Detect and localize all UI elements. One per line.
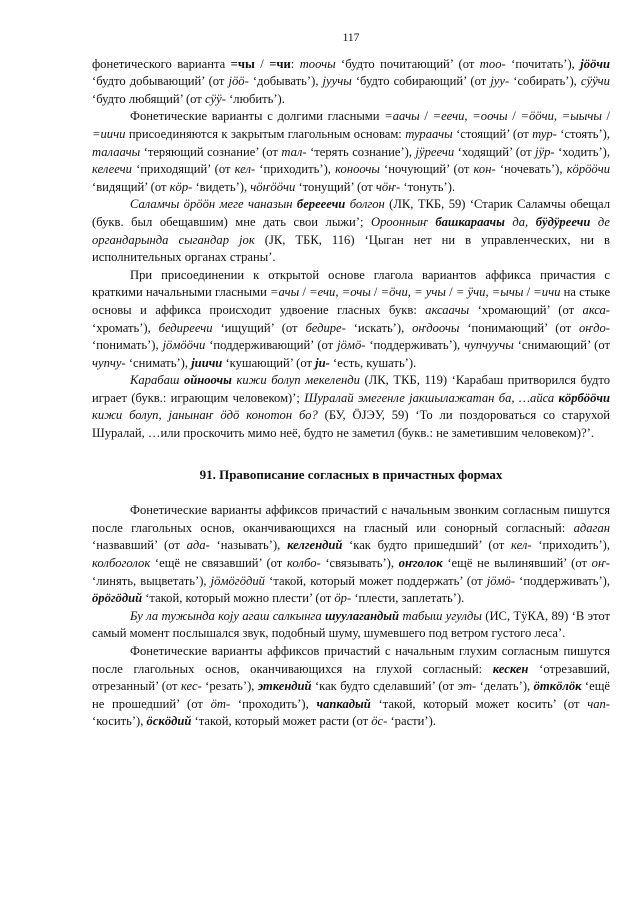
text-run: Фонетические варианты аффиксов причастий с начальным глухим согласным пишутся после глагольных основ, оканчивающихся на глухой согласный: [92, 644, 610, 676]
text-run: ‘ночующий’ (от [379, 162, 474, 177]
emphasized-term: колбо- [286, 556, 321, 571]
emphasized-term: кон- [473, 162, 496, 177]
paragraph [92, 196, 610, 266]
emphasized-term: кöрбööчи [558, 390, 610, 405]
emphasized-term: =иичи [92, 126, 126, 141]
text-run: / [419, 109, 433, 124]
emphasized-term: кел- [234, 162, 256, 177]
emphasized-term: кöр- [169, 179, 193, 194]
text-run: ‘проходить’), [230, 696, 317, 711]
emphasized-term: öткöлöк [533, 679, 582, 694]
emphasized-term: јÿр- [535, 144, 555, 159]
emphasized-term: болгон [345, 197, 385, 212]
emphasized-term: талаачы [92, 144, 141, 159]
text-run: ‘есть, кушать’). [329, 355, 417, 370]
text-run: ‘связывать’), [320, 556, 399, 571]
text-run: ‘кушающий’ (от [222, 355, 316, 370]
emphasized-term: Ороонныҥ [370, 214, 436, 229]
text-run: ‘приходить’), [531, 538, 610, 553]
emphasized-term: колбоголок [92, 556, 151, 571]
emphasized-term: =аачы [384, 109, 420, 124]
text-run: ‘искать’), [345, 320, 413, 335]
section-heading [92, 466, 610, 484]
emphasized-term: тоо- [479, 56, 506, 71]
emphasized-term: Шуралай эмегенле јакшылажатан ба, …айса [304, 390, 559, 405]
text-run: ‘ещё не прошедший’ (от [92, 679, 610, 711]
text-run: ‘расти’). [387, 714, 436, 729]
text-run: ‘почитать’), [505, 56, 581, 71]
text-run: ‘видящий’ (от [92, 179, 170, 194]
emphasized-term: јиичи [191, 355, 223, 370]
text-run: / [507, 109, 521, 124]
emphasized-term: =ычы [491, 285, 524, 300]
text-run: ‘отрезавший, отрезанный’ (от [92, 661, 610, 694]
text-run: ‘ещё не связавший’ (от [150, 556, 287, 571]
text-run: ‘как будто сделавший’ (от [311, 679, 458, 694]
emphasized-term: =öчи [380, 285, 408, 300]
emphasized-term: кел- [511, 538, 532, 553]
emphasized-term: јöмöгöдий [210, 573, 265, 588]
emphasized-term: = учы [414, 285, 446, 300]
text-run: ‘любить’). [225, 91, 285, 106]
text-run: , [407, 285, 415, 300]
text-run: ‘собирать’), [509, 74, 581, 89]
emphasized-term: оҥдо- [578, 320, 610, 335]
emphasized-term: ада- [186, 538, 210, 553]
emphasized-term: öскöдий [146, 714, 192, 729]
emphasized-term: акса- [582, 302, 610, 317]
paragraph [92, 56, 610, 109]
emphasized-term: адаган [573, 520, 610, 535]
text-run: ‘как будто пришедший’ (от [342, 538, 512, 553]
emphasized-term: кес- [180, 679, 202, 694]
emphasized-term: =ечи [309, 285, 336, 300]
emphasized-term: башкараачы [435, 214, 505, 229]
emphasized-term: де органдарында сыгандар јок [92, 214, 610, 247]
emphasized-term: тал- [281, 144, 307, 159]
emphasized-term: кижи болуп мекеленди [231, 373, 360, 388]
emphasized-term: =ачы [270, 285, 300, 300]
text-run: / [523, 285, 534, 300]
text-run: ‘стоящий’ (от [452, 126, 533, 141]
emphasized-term: öс- [371, 714, 388, 729]
text-run: ‘ходящий’ (от [454, 144, 536, 159]
emphasized-term: Карабаш [130, 373, 184, 388]
emphasized-term: аксаачы [425, 302, 470, 317]
page-body [92, 56, 610, 731]
emphasized-term: кескен [492, 661, 529, 676]
emphasized-term: =чи [269, 56, 291, 71]
emphasized-term: табыш угулды [399, 608, 482, 623]
text-run: ‘поддерживать’), [515, 573, 610, 588]
text-run: ‘косить’), [92, 714, 147, 729]
text-run: : [290, 56, 300, 71]
text-run: ‘снимать’), [125, 355, 192, 370]
text-run: ‘хромать’), [92, 320, 159, 335]
text-run: ‘приходящий’ (от [131, 162, 235, 177]
emphasized-term: эт- [457, 679, 477, 694]
emphasized-term: оҥ- [591, 556, 610, 571]
text-run: ‘ходить’), [554, 144, 610, 159]
text-run: , [485, 285, 492, 300]
paragraph [92, 502, 610, 608]
text-run: 91. Правописание согласных в причастных формах [199, 466, 503, 482]
emphasized-term: =очы [341, 285, 371, 300]
text-run: ‘ночевать’), [495, 162, 567, 177]
emphasized-term: =еечи [432, 109, 465, 124]
text-run: , [464, 109, 473, 124]
emphasized-term: Саламчы öрööн меге чаназын [130, 197, 297, 212]
page-number: 117 [342, 32, 360, 44]
emphasized-term: келеечи [92, 162, 132, 177]
emphasized-term: бедиреечи [158, 320, 213, 335]
text-run: Фонетические варианты с долгими гласными [130, 109, 385, 124]
text-run: ‘резать’), [201, 679, 258, 694]
text-run: ‘будто почитающий’ (от [335, 56, 480, 71]
emphasized-term: јöмö- [486, 573, 516, 588]
emphasized-term: бедире- [305, 320, 346, 335]
emphasized-term: =оочы [472, 109, 508, 124]
text-run: ‘будто добывающий’ (от [92, 74, 229, 89]
text-run: ‘приходить’), [255, 162, 336, 177]
paragraph [92, 108, 610, 196]
text-run: ‘такой, который может косить’ (от [370, 696, 588, 711]
text-run: ‘ищущий’ (от [212, 320, 306, 335]
text-run: ‘линять, выцветать’), [92, 573, 211, 588]
text-run: присоединяются к закрытым глагольным основам: [125, 126, 406, 141]
text-run: (ЛК, ТКБ, 59) ‘Старик Саламчы обещал (букв. был обещавшим) мне дать свои лыжи’; [92, 197, 610, 229]
text-run: ‘тонуть’). [400, 179, 456, 194]
emphasized-term: чапкадый [316, 696, 371, 711]
emphasized-term: оҥдоочы [412, 320, 460, 335]
text-run: ‘терять сознание’), [306, 144, 416, 159]
text-run: ‘снимающий’ (от [513, 338, 610, 353]
emphasized-term: öрöгöдий [92, 591, 143, 606]
emphasized-term: бÿдÿреечи [535, 214, 591, 229]
text-run: При присоединении к открытой основе глагола вариантов аффикса причастия с краткими начальными гласными [92, 267, 610, 300]
emphasized-term: оҥголок [398, 556, 443, 571]
text-run: ‘поддерживать’), [365, 338, 465, 353]
emphasized-term: чупчуучы [464, 338, 514, 353]
emphasized-term: =чы [230, 56, 255, 71]
emphasized-term: сÿÿчи [580, 74, 610, 89]
text-run: ‘стоять’), [556, 126, 610, 141]
emphasized-term: да, [504, 214, 536, 229]
text-run: (БУ, ÖЈЭУ, 59) ‘То ли поздороваться со старухой Шуралай, …или проскочить мимо неё, будто не заметил (букв.: не заметившим человеком)?’. [92, 408, 610, 441]
text-run: ‘хромающий’ (от [469, 302, 583, 317]
text-run: ‘будто любящий’ (от [92, 91, 205, 106]
emphasized-term: Бу ла тужында коjу агаш салкынга [130, 608, 326, 623]
text-run: ‘называть’), [209, 538, 288, 553]
paragraph [92, 372, 610, 442]
text-run: ‘понимающий’ (от [459, 320, 579, 335]
emphasized-term: чупчу- [92, 355, 126, 370]
emphasized-term: тоочы [299, 56, 336, 71]
text-run: ‘такой, который может поддержать’ (от [264, 573, 487, 588]
emphasized-term: јöмööчи [162, 338, 206, 353]
text-run: (ЈК, ТБК, 116) ‘Цыган нет ни в управленческих, ни в исполнительных органах страны’. [92, 232, 610, 265]
paragraph [92, 608, 610, 643]
text-run: / [601, 109, 611, 124]
emphasized-term: јu- [315, 355, 330, 370]
emphasized-term: ойноочы [183, 373, 232, 388]
emphasized-term: тур- [532, 126, 557, 141]
text-run: ‘теряющий сознание’ (от [140, 144, 282, 159]
emphasized-term: тураачы [405, 126, 453, 141]
emphasized-term: чöҥööчи [250, 179, 296, 194]
paragraph [92, 267, 610, 373]
text-run: / [370, 285, 381, 300]
text-run: ‘добывать’), [248, 74, 323, 89]
text-run: , [335, 285, 342, 300]
emphasized-term: коноочы [335, 162, 380, 177]
text-run: ‘такой, который можно плести’ (от [142, 591, 335, 606]
emphasized-term: =ыычы [561, 109, 602, 124]
text-run: / [445, 285, 456, 300]
emphasized-term: =ичи [533, 285, 561, 300]
text-run: ‘назвавший’ (от [92, 538, 187, 553]
text-run: Фонетические варианты аффиксов причастий с начальным звонким согласным пишутся после глагольных основ, оканчивающихся на гласный или сонорный согласный: [92, 503, 610, 535]
text-run: ‘делать’), [476, 679, 534, 694]
text-run: ‘видеть’), [192, 179, 251, 194]
emphasized-term: јöмö- [337, 338, 366, 353]
text-run: фонетического варианта [92, 56, 231, 71]
emphasized-term: берееечи [296, 197, 346, 212]
text-run: на стыке основы и аффикса происходит удвоение гласных букв: [92, 285, 611, 317]
emphasized-term: эткендий [257, 679, 312, 694]
emphasized-term: = ÿчи [455, 285, 486, 300]
emphasized-term: чап- [587, 696, 610, 711]
text-run: ‘поддерживающий’ (от [205, 338, 338, 353]
emphasized-term: јöö- [228, 74, 249, 89]
text-run: ‘такой, который может расти (от [191, 714, 372, 729]
emphasized-term: јуу- [490, 74, 510, 89]
text-run: / [254, 56, 270, 71]
text-run: ‘ещё не вылинявший’ (от [442, 556, 592, 571]
text-run: , [553, 109, 562, 124]
emphasized-term: кöрööчи [566, 162, 611, 177]
text-run: ‘тонущий’ (от [295, 179, 376, 194]
emphasized-term: јÿреечи [415, 144, 455, 159]
emphasized-term: кижи болуп, јанынаҥ öдö конотон бо? [92, 408, 318, 423]
document-page [92, 30, 610, 731]
emphasized-term: чöҥ- [375, 179, 401, 194]
text-run: ‘плести, заплетать’). [351, 591, 465, 606]
paragraph [92, 643, 610, 731]
emphasized-term: сÿÿ- [204, 91, 226, 106]
emphasized-term: келгендий [287, 538, 343, 553]
text-run: (ИС, ТÿКА, 89) ‘В этот самый момент послышался звук, подобный шуму, шумевшего под ветром густого леса’. [92, 608, 611, 641]
emphasized-term: öт- [210, 696, 231, 711]
text-run: ‘будто собирающий’ (от [351, 74, 491, 89]
text-run: ‘понимать’), [92, 338, 163, 353]
text-run: / [299, 285, 310, 300]
emphasized-term: јуучы [322, 74, 352, 89]
emphasized-term: шуулагандый [325, 608, 400, 623]
emphasized-term: =ööчи [520, 109, 554, 124]
emphasized-term: öр- [334, 591, 352, 606]
text-run: (ЛК, ТКБ, 119) ‘Карабаш притворился будто играет (букв.: играющим человеком)’; [92, 373, 610, 405]
emphasized-term: јööчи [580, 56, 610, 71]
